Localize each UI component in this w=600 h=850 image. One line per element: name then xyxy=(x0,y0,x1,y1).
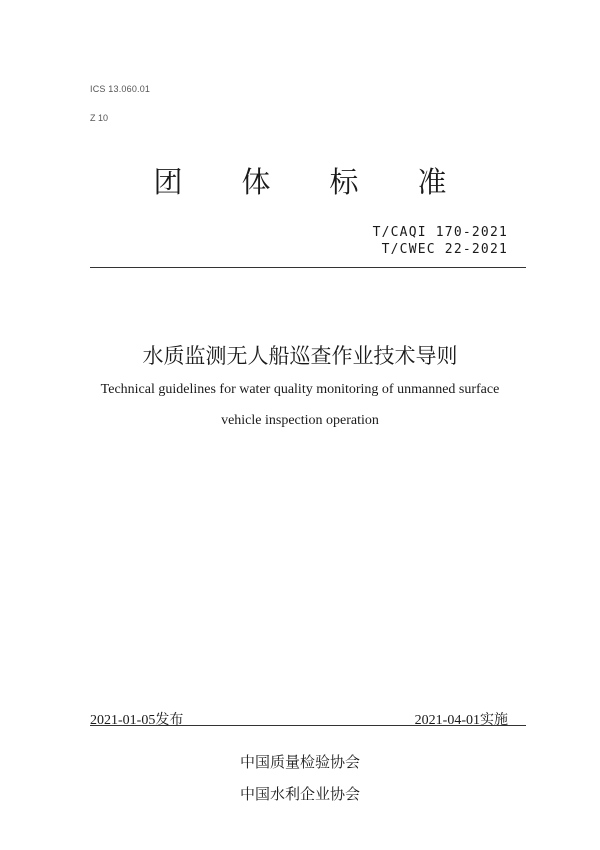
ccs-code: Z 10 xyxy=(90,113,109,123)
title-english-line2: vehicle inspection operation xyxy=(221,413,379,428)
title-chinese: 水质监测无人船巡查作业技术导则 xyxy=(142,344,458,368)
title-english-line1: Technical guidelines for water quality monitoring of unmanned surface xyxy=(100,382,500,397)
ics-code: ICS 13.060.01 xyxy=(90,84,151,94)
standard-type-char: 团 xyxy=(153,165,183,199)
standard-type-char: 标 xyxy=(329,165,359,199)
standard-type-heading xyxy=(0,160,600,201)
issue-date: 2021-01-05发布 xyxy=(90,713,184,728)
bottom-divider xyxy=(90,725,526,726)
top-divider xyxy=(90,267,526,268)
standard-type-char: 准 xyxy=(417,165,447,199)
standard-number-cwec: T/CWEC 22-2021 xyxy=(381,242,508,257)
standard-type-char: 体 xyxy=(241,165,271,199)
implementation-date: 2021-04-01实施 xyxy=(414,713,508,728)
standard-number-caqi: T/CAQI 170-2021 xyxy=(372,225,508,240)
issuer-caqi: 中国质量检验协会 xyxy=(239,753,360,771)
issuer-cwec: 中国水利企业协会 xyxy=(239,785,360,803)
